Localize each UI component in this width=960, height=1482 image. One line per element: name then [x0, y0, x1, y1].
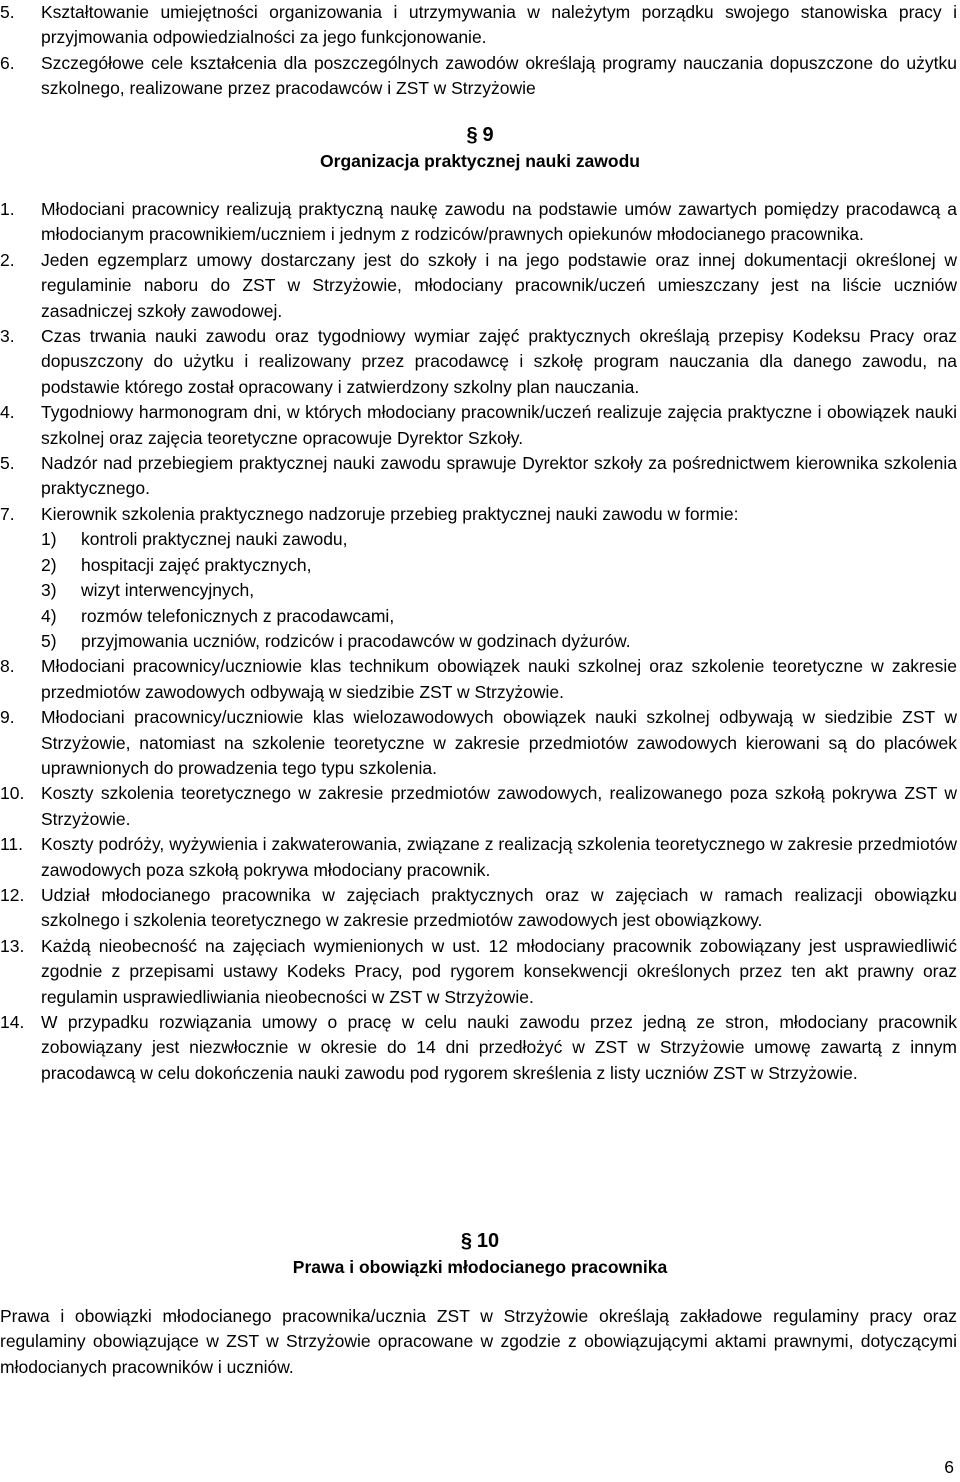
sub-item-number: 1): [41, 529, 57, 550]
item-number: 14.: [0, 1012, 25, 1032]
list-item: [0, 324, 957, 400]
section-title: Prawa i obowiązki młodocianego pracownika: [292, 1257, 668, 1277]
section-symbol: §: [466, 124, 478, 146]
sub-item-number: 5): [41, 630, 57, 651]
list-item: [0, 705, 957, 781]
item-text: Młodociani pracownicy/uczniowie klas wielozawodowych obowiązek nauki szkolnej odbywają w siedzibie ZST w Strzyżowie, natomiast na szkolenie teoretyczne w zakresie przedmiotów zawodowych kierowani są do placówek uprawnionych do prowadzenia tego typu szkolenia.: [41, 707, 957, 778]
item-number: 6.: [0, 52, 15, 73]
item-number: 3.: [0, 326, 15, 347]
list-item: [0, 0, 957, 51]
sub-item-text: przyjmowania uczniów, rodziców i pracodawców w godzinach dyżurów.: [81, 630, 631, 651]
page-number: 6: [944, 1456, 954, 1477]
sub-list: [41, 527, 957, 654]
item-text: Młodociani pracownicy realizują praktyczną naukę zawodu na podstawie umów zawartych pomiędzy pracodawcą a młodocianym pracownikiem/uczniem i jednym z rodziców/prawnych opiekunów młodocianego pracownika.: [41, 199, 957, 245]
item-number: 5.: [0, 453, 15, 474]
sub-item-text: kontroli praktycznej nauki zawodu,: [81, 529, 348, 550]
list-item: [0, 502, 957, 654]
item-text: Jeden egzemplarz umowy dostarczany jest do szkoły i na jego podstawie oraz innej dokumentacji określonej w regulaminie naboru do ZST w Strzyżowie, młodociany pracownik/uczeń umieszczany jest na liście uczniów zasadniczej szkoły zawodowej.: [41, 249, 957, 321]
sub-list-item: [41, 604, 957, 629]
item-number: 12.: [0, 884, 25, 905]
item-number: 8.: [0, 656, 15, 677]
list-item: [0, 781, 957, 832]
list-item: [0, 934, 957, 1010]
item-text: W przypadku rozwiązania umowy o pracę w celu nauki zawodu przez jedną ze stron, młodociany pracownik zobowiązany jest niezwłocznie w okresie do 14 dni przedłożyć w ZST w Strzyżowie umowę zawartą z innym pracodawcą w celu dokończenia nauki zawodu pod rygorem skreślenia z listy uczniów ZST w Strzyżowie.: [41, 1012, 957, 1083]
item-number: 5.: [0, 2, 15, 22]
section-number: 10: [476, 1230, 500, 1252]
sub-item-text: wizyt interwencyjnych,: [81, 580, 255, 601]
sub-list-item: [41, 578, 957, 603]
section-title: Organizacja praktycznej nauki zawodu: [320, 151, 640, 171]
item-text: Każdą nieobecność na zajęciach wymienionych w ust. 12 młodociany pracownik zobowiązany jest usprawiedliwić zgodnie z przepisami ustawy Kodeks Pracy, pod rygorem konsekwencji określonych przez ten akt prawny oraz regulamin usprawiedliwiania nieobecności w ZST w Strzyżowie.: [41, 935, 957, 1007]
item-text: Młodociani pracownicy/uczniowie klas technikum obowiązek nauki szkolnej oraz szkolenie teoretyczne w zakresie przedmiotów zawodowych odbywają w siedzibie ZST w Strzyżowie.: [41, 656, 957, 702]
sub-list-item: [41, 629, 957, 654]
sub-item-number: 3): [41, 580, 57, 601]
item-text: Czas trwania nauki zawodu oraz tygodniowy wymiar zajęć praktycznych określają przepisy Kodeksu Pracy oraz dopuszczony do użytku i realizowany przez pracodawcę i szkołę program nauczania dla danego zawodu, na podstawie którego został opracowany i zatwierdzony szkolny plan nauczania.: [41, 326, 957, 397]
item-number: 11.: [0, 834, 24, 855]
item-number: 10.: [0, 783, 25, 804]
item-text: Kierownik szkolenia praktycznego nadzoruje przebieg praktycznej nauki zawodu w formie:: [41, 503, 739, 524]
item-text: Nadzór nad przebiegiem praktycznej nauki zawodu sprawuje Dyrektor szkoły za pośrednictwem kierownika szkolenia praktycznego.: [41, 453, 957, 499]
item-number: 4.: [0, 402, 15, 423]
list-item: [0, 451, 957, 502]
top-list: [0, 0, 957, 102]
list-item: [0, 883, 957, 934]
item-number: 2.: [0, 249, 15, 270]
section-10-heading: [0, 1228, 960, 1280]
section-10-paragraph: Prawa i obowiązki młodocianego pracownika/ucznia ZST w Strzyżowie określają zakładowe regulaminy pracy oraz regulaminy obowiązujące w ZST w Strzyżowie opracowane w zgodzie z obowiązującymi aktami prawnymi, dotyczącymi młodocianych pracowników i uczniów.: [0, 1306, 957, 1377]
sub-item-text: hospitacji zajęć praktycznych,: [81, 554, 312, 575]
item-number: 13.: [0, 935, 25, 956]
sub-list-item: [41, 527, 957, 552]
sub-item-number: 2): [41, 554, 57, 575]
sub-item-text: rozmów telefonicznych z pracodawcami,: [81, 605, 395, 626]
item-text: Szczegółowe cele kształcenia dla poszczególnych zawodów określają programy nauczania dopuszczone do użytku szkolnego, realizowane przez pracodawców i ZST w Strzyżowie: [41, 52, 957, 99]
list-item: [0, 1010, 957, 1086]
item-number: 7.: [0, 503, 15, 524]
list-item: [0, 654, 957, 705]
item-text: Koszty podróży, wyżywienia i zakwaterowania, związane z realizacją szkolenia teoretycznego w zakresie przedmiotów zawodowych poza szkołą pokrywa młodociany pracownik.: [41, 834, 957, 880]
item-text: Udział młodocianego pracownika w zajęciach praktycznych oraz w zajęciach w ramach realizacji obowiązku szkolnego i szkolenia teoretycznego w zakresie przedmiotów zawodowych jest obowiązkowy.: [41, 884, 957, 931]
list-item: [0, 400, 957, 451]
item-text: Koszty szkolenia teoretycznego w zakresie przedmiotów zawodowych, realizowanego poza szkołą pokrywa ZST w Strzyżowie.: [41, 783, 957, 829]
item-number: 9.: [0, 707, 15, 728]
item-number: 1.: [0, 199, 15, 219]
section-9-heading: [0, 122, 960, 174]
sub-item-number: 4): [41, 605, 57, 626]
sub-list-item: [41, 553, 957, 578]
section-9-list: [0, 197, 957, 1086]
list-item: [0, 197, 957, 248]
section-number: 9: [482, 124, 494, 146]
list-item: [0, 832, 957, 883]
item-text: Kształtowanie umiejętności organizowania i utrzymywania w należytym porządku swojego stanowiska pracy i przyjmowania odpowiedzialności za jego funkcjonowanie.: [41, 2, 957, 48]
list-item: [0, 51, 957, 102]
item-text: Tygodniowy harmonogram dni, w których młodociany pracownik/uczeń realizuje zajęcia praktyczne i obowiązek nauki szkolnej oraz zajęcia teoretyczne opracowuje Dyrektor Szkoły.: [41, 402, 957, 448]
list-item: [0, 248, 957, 324]
section-symbol: §: [460, 1230, 472, 1252]
